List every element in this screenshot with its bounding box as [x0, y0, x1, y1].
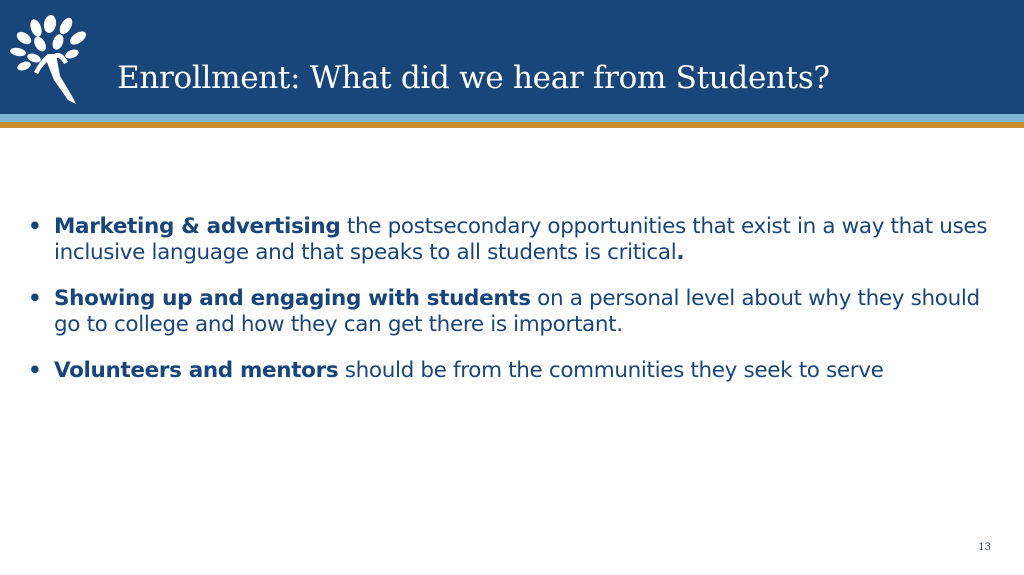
bullet-end-mark: . — [676, 240, 685, 265]
tree-pencil-logo-icon — [10, 14, 90, 104]
bullet-item — [28, 286, 988, 338]
bullet-icon: • — [28, 286, 42, 311]
bullet-item — [28, 214, 988, 266]
accent-stripe-gold — [0, 122, 1024, 128]
bullet-bold-text: Showing up and engaging with students — [54, 286, 531, 311]
bullet-item — [28, 358, 988, 384]
page-number: 13 — [978, 542, 991, 553]
bullet-bold-text: Marketing & advertising — [54, 214, 341, 239]
bullet-text: on a personal level about why they should go to college and how they can get there is important. — [54, 286, 980, 337]
bullet-bold-text: Volunteers and mentors — [54, 358, 339, 383]
bullet-text: should be from the communities they seek to serve — [338, 358, 884, 383]
bullet-icon: • — [28, 214, 42, 239]
slide-title: Enrollment: What did we hear from Students? — [117, 60, 830, 96]
accent-stripe-blue — [0, 114, 1024, 122]
bullet-icon: • — [28, 358, 42, 383]
bullet-list — [28, 214, 988, 404]
bullet-text: the postsecondary opportunities that exist in a way that uses inclusive language and that speaks to all students is critical — [54, 214, 988, 265]
header-bar — [0, 0, 1024, 114]
